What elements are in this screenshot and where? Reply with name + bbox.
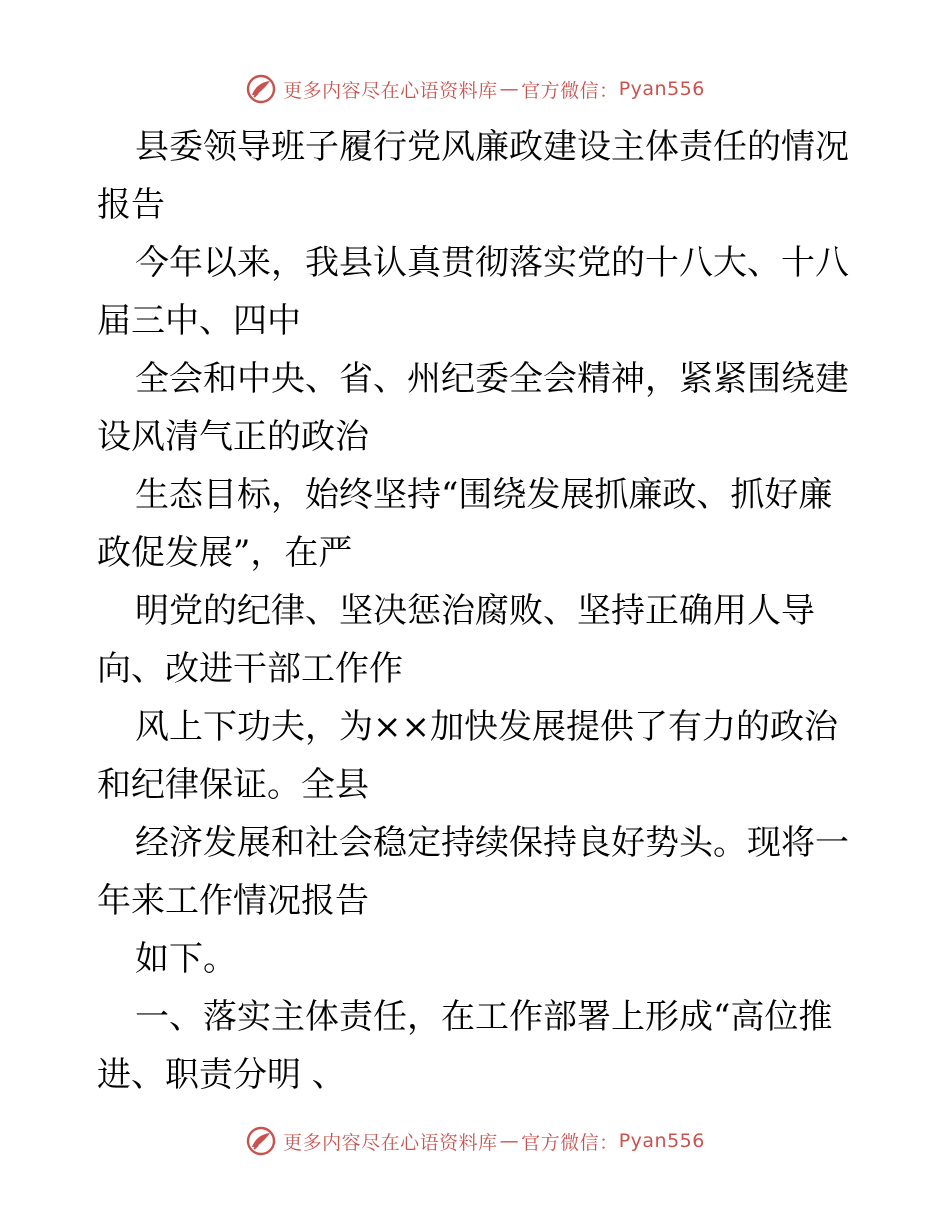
- paragraph: [97, 698, 857, 814]
- text-line: 政促发展”，在严: [97, 533, 353, 573]
- watermark-contact-id: Pyan556: [618, 1130, 705, 1152]
- text-line: 一、落实主体责任，在工作部署上形成“高位推: [135, 997, 833, 1037]
- paragraph: [97, 350, 857, 466]
- document-body: [97, 118, 857, 1104]
- watermark-separator: —: [499, 1130, 520, 1152]
- text-line: 和纪律保证。全县: [97, 765, 369, 805]
- watermark-text: 更多内容尽在心语资料库: [283, 1131, 498, 1154]
- paragraph: [97, 582, 857, 698]
- text-line: 届三中、四中: [97, 301, 301, 341]
- text-line: 生态目标，始终坚持“围绕发展抓廉政、抓好廉: [135, 475, 833, 515]
- watermark-contact-label: 官方微信：: [521, 79, 619, 102]
- pen-logo-icon: [245, 1125, 277, 1157]
- paragraph: [97, 814, 857, 930]
- document-title: [97, 118, 857, 234]
- text-line: 向、改进干部工作作: [97, 649, 403, 689]
- text-line: 报告: [97, 185, 165, 225]
- text-line: 进、职责分明 、: [97, 1055, 346, 1095]
- text-line: 今年以来，我县认真贯彻落实党的十八大、十八: [135, 243, 849, 283]
- paragraph: [97, 466, 857, 582]
- text-line: 设风清气正的政治: [97, 417, 369, 457]
- paragraph: [97, 234, 857, 350]
- header-watermark: [0, 73, 950, 105]
- text-line: 明党的纪律、坚决惩治腐败、坚持正确用人导: [135, 591, 815, 631]
- watermark-contact-id: Pyan556: [618, 78, 705, 100]
- watermark-contact-label: 官方微信：: [521, 1131, 619, 1154]
- paragraph: [97, 930, 857, 988]
- footer-watermark: [0, 1125, 950, 1157]
- text-line: 经济发展和社会稳定持续保持良好势头。现将一: [135, 823, 849, 863]
- pen-logo-icon: [245, 73, 277, 105]
- watermark-separator: —: [499, 78, 520, 100]
- text-line: 年来工作情况报告: [97, 881, 369, 921]
- text-line: 全会和中央、省、州纪委全会精神，紧紧围绕建: [135, 359, 849, 399]
- text-line: 风上下功夫，为××加快发展提供了有力的政治: [135, 707, 838, 747]
- section-heading: [97, 988, 857, 1104]
- text-line: 县委领导班子履行党风廉政建设主体责任的情况: [135, 127, 849, 167]
- text-line: 如下。: [135, 939, 237, 979]
- watermark-text: 更多内容尽在心语资料库: [283, 79, 498, 102]
